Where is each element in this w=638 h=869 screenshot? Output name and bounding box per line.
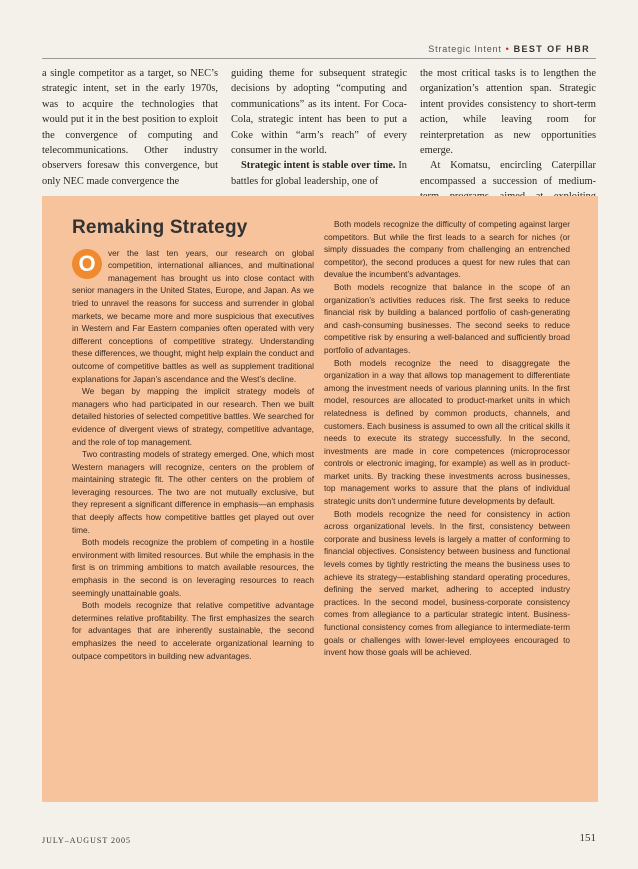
sidebar-paragraph: Both models recognize the difficulty of competing against larger competitors. But while the first leads to a search for niches (or simply dissuades the company from challenging an entrenched competitor), the second produces a quest for new rules that can devalue the incumbent’s advantages. (324, 219, 570, 280)
article-text: In battles for global leadership, one of (231, 160, 407, 187)
article-paragraph: the most critical tasks is to lengthen the organization’s attention span. Strategic intent provides consistency to short-term action, while leaving room for reinterpretation as new opportunities emerge. (420, 68, 596, 157)
dropcap-circle: O (72, 249, 102, 279)
header-rule (42, 58, 596, 59)
sidebar-box (42, 196, 598, 802)
sidebar-left-column (72, 217, 314, 662)
sidebar-paragraph: Two contrasting models of strategy emerged. One, which most Western managers will recognize, centers on the problem of maintaining strategic fit. The other centers on the problem of leveraging resources. The two are not mutually exclusive, but they represent a significant difference in emphasis—an emphasis that deeply affects how competitive battles get played out over time. (72, 449, 314, 535)
bullet-separator: • (505, 44, 510, 54)
sidebar-text: ver the last ten years, our research on global competition, international alliances, and multinational management has brought us into close contact with senior managers in the United States, Europe, and Japan. As we tried to unravel the reasons for success and surrender in global markets, we became more and more suspicious that executives in Western and Far Eastern companies often operated with very different conceptions of competitive strategy. Understanding these differences, we thought, might help explain the conduct and outcome of competitive battles as well as supplement traditional explanations for Japan’s ascendance and the West’s decline. (72, 247, 314, 384)
sidebar-paragraph: Both models recognize that balance in the scope of an organization’s activities reduces risk. The first seeks to reduce financial risk by building a balanced portfolio of cash-generating and cash-consuming businesses. The second seeks to reduce competitive risk by ensuring a well-balanced and sufficiently broad portfolio of advantages. (324, 281, 570, 355)
page-number: 151 (579, 832, 596, 844)
sidebar-paragraph: Both models recognize the problem of competing in a hostile environment with limited resources. But while the emphasis in the first is on trimming ambitions to match available resources, the emphasis in the second is on leveraging resources to reach seemingly unattainable goals. (72, 537, 314, 598)
sidebar-paragraph: Both models recognize the need to disaggregate the organization in a way that allows top management to differentiate among the investment needs of various planning units. In the first model, resources are allocated to product-market units in which relatedness is defined by common products, channels, and customers. Each business is assumed to own all the critical skills it needs to execute its strategy successfully. In the second, investments are made in core competences (microprocessor controls or electronic imaging, for example) as well as in product-market units. By tracking these investments across businesses, top management works to assure that the plans of individual strategic units don’t undermine future developments by default. (324, 357, 570, 507)
sidebar-paragraph: Both models recognize that relative competitive advantage determines relative profitability. The first emphasizes the search for advantages that are inherently sustainable, the second emphasizes the need to accelerate organizational learning to outpace competitors in building new advantages. (72, 600, 314, 661)
sidebar-paragraph: We began by mapping the implicit strategy models of managers who had participated in our research. Then we built detailed histories of selected competitive battles. We searched for evidence of divergent views of strategy, competitive advantage, and the role of top management. (72, 386, 314, 447)
sidebar-right-column (324, 218, 570, 659)
article-paragraph (231, 158, 407, 189)
sidebar-paragraph: Both models recognize the need for consistency in action across organizational levels. In the first, consistency between corporate and business levels is largely a matter of conforming to financial objectives. Consistency between business and functional levels comes by tightly restricting the means the business uses to achieve its strategy—establishing standard operating procedures, defining the served market, adhering to accepted industry practices. In the second model, business-corporate consistency comes from allegiance to a particular strategic intent. Business-functional consistency comes from allegiance to intermediate-term goals or challenges with lower-level employees encouraged to invent how those goals will be achieved. (324, 508, 570, 658)
issue-date: JULY–AUGUST 2005 (42, 836, 132, 845)
running-head (428, 44, 590, 54)
article-paragraph: At Komatsu, encircling Caterpillar encompassed a succession of medium- (420, 160, 596, 187)
running-head-section: Strategic Intent (428, 44, 502, 54)
article-paragraph: a single competitor as a target, so NEC’s strategic intent, set in the early 1970s, was to acquire the technologies that would put it in the best position to exploit the convergence of computing and telecommunications. Other industry observers foresaw this convergence, but only NEC made convergence the (42, 68, 218, 187)
run-in-heading: Strategic intent is stable over time. (241, 160, 396, 172)
sidebar-title: Remaking Strategy (72, 217, 248, 238)
running-head-series: BEST OF HBR (513, 44, 590, 54)
article-paragraph: guiding theme for subsequent strategic decisions by adopting “computing and communications” as its intent. For Coca-Cola, strategic intent has been to put a Coke within “arm’s reach” of every consumer in the world. (231, 68, 407, 157)
sidebar-paragraph (72, 247, 314, 386)
